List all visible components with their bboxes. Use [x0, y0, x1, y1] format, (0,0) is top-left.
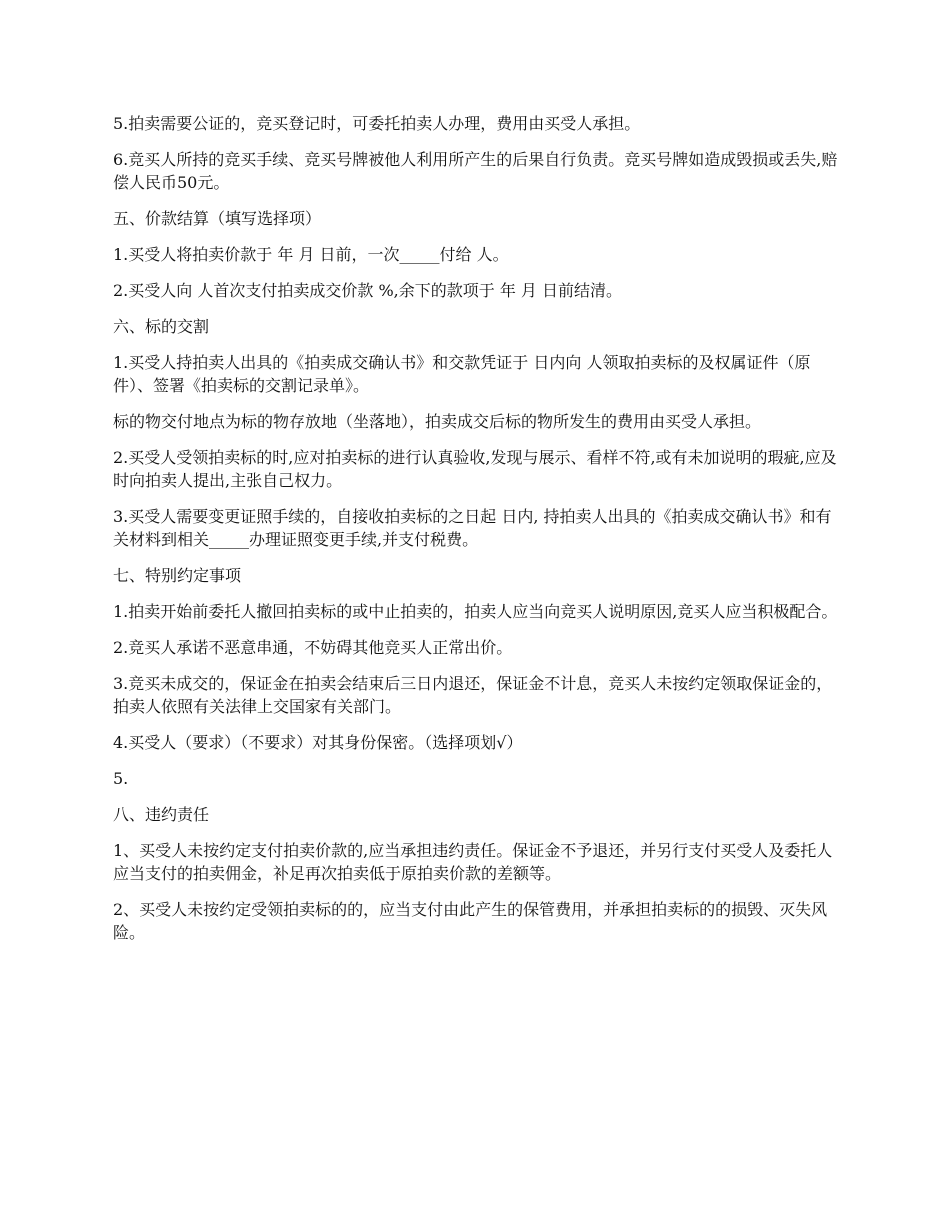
paragraph: 1、买受人未按约定支付拍卖价款的,应当承担违约责任。保证金不予退还，并另行支付买受人及委托人应当支付的拍卖佣金，补足再次拍卖低于原拍卖价款的差额等。 [113, 841, 833, 883]
document-body [113, 112, 841, 957]
paragraph: 3.买受人需要变更证照手续的，自接收拍卖标的之日起 日内, 持拍卖人出具的《拍卖成交确认书》和有关材料到相关_____办理证照变更手续,并支付税费。 [113, 507, 832, 549]
paragraph: 1.买受人将拍卖价款于 年 月 日前，一次_____付给 人。 [113, 245, 509, 264]
section-heading: 五、价款结算（填写选择项） [113, 209, 322, 228]
section-heading: 八、违约责任 [113, 805, 210, 824]
paragraph: 标的物交付地点为标的物存放地（坐落地），拍卖成交后标的物所发生的费用由买受人承担。 [113, 412, 762, 431]
paragraph: 2.买受人向 人首次支付拍卖成交价款 %,余下的款项于 年 月 日前结清。 [113, 281, 622, 300]
section-heading: 七、特别约定事项 [113, 566, 242, 585]
paragraph: 3.竞买未成交的，保证金在拍卖会结束后三日内退还，保证金不计息，竞买人未按约定领取保证金的，拍卖人依照有关法律上交国家有关部门。 [113, 674, 833, 716]
paragraph: 5.拍卖需要公证的，竞买登记时，可委托拍卖人办理，费用由买受人承担。 [113, 114, 641, 133]
section-heading: 六、标的交割 [113, 317, 210, 336]
paragraph: 5. [113, 769, 129, 788]
paragraph: 2、买受人未按约定受领拍卖标的的，应当支付由此产生的保管费用，并承担拍卖标的的损毁、灭失风险。 [113, 900, 828, 942]
paragraph: 2.买受人受领拍卖标的时,应对拍卖标的进行认真验收,发现与展示、看样不符,或有未加说明的瑕疵,应及时向拍卖人提出,主张自己权力。 [113, 448, 837, 490]
paragraph: 6.竞买人所持的竞买手续、竞买号牌被他人利用所产生的后果自行负责。竞买号牌如造成毁损或丢失,赔偿人民币50元。 [113, 150, 838, 192]
paragraph: 2.竞买人承诺不恶意串通，不妨碍其他竞买人正常出价。 [113, 638, 513, 657]
paragraph: 1.买受人持拍卖人出具的《拍卖成交确认书》和交款凭证于 日内向 人领取拍卖标的及权属证件（原件）、签署《拍卖标的交割记录单》。 [113, 353, 811, 395]
paragraph: 1.拍卖开始前委托人撤回拍卖标的或中止拍卖的，拍卖人应当向竞买人说明原因,竞买人应当积极配合。 [113, 602, 838, 621]
paragraph: 4.买受人（要求）（不要求）对其身份保密。（选择项划√） [113, 733, 523, 752]
